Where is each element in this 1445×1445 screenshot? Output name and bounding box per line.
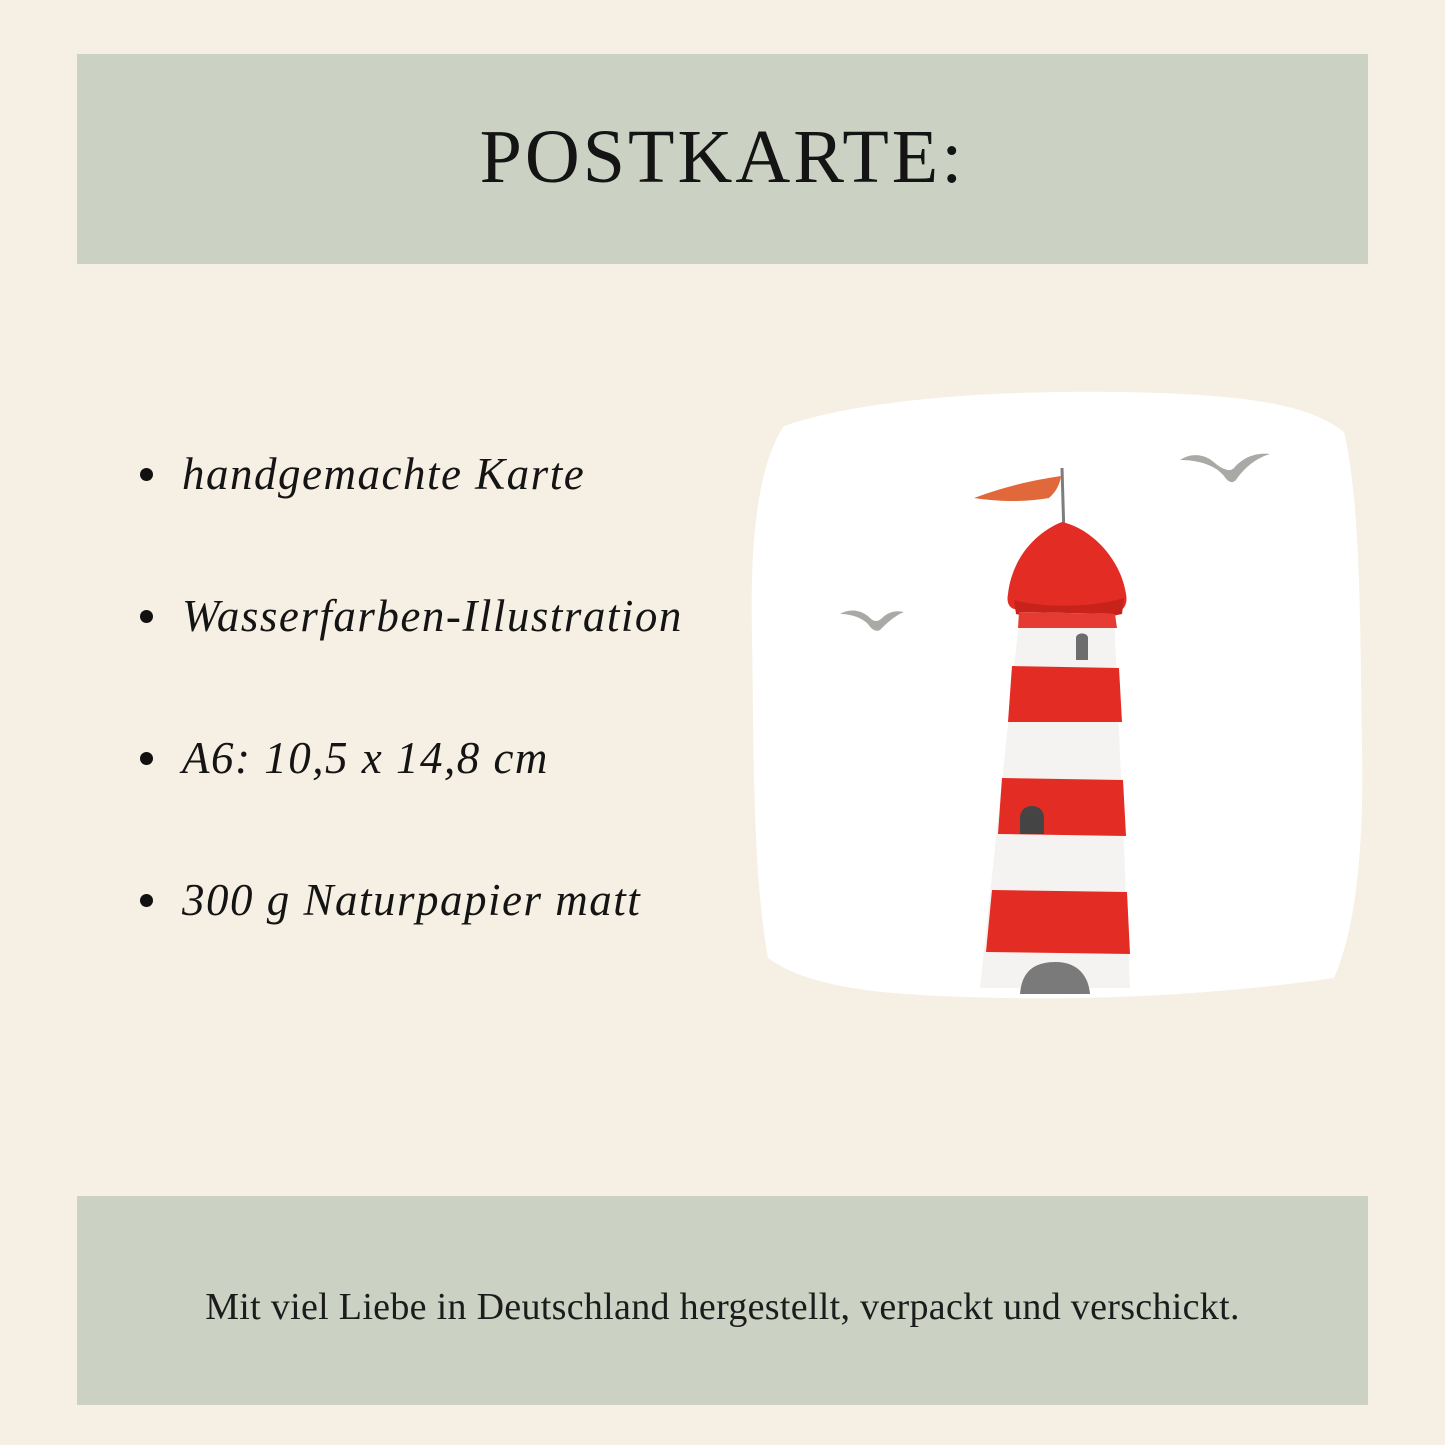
title-banner	[77, 54, 1368, 264]
footer-text: Mit viel Liebe in Deutschland hergestellt, verpackt und verschickt.	[205, 1285, 1240, 1328]
feature-list	[140, 432, 683, 1000]
lighthouse-illustration	[744, 388, 1366, 1000]
window-icon	[1076, 634, 1088, 661]
bullet-icon	[140, 610, 153, 623]
feature-label: Wasserfarben-Illustration	[182, 591, 683, 641]
page-title: POSTKARTE:	[479, 114, 966, 199]
bullet-icon	[140, 752, 153, 765]
bullet-icon	[140, 894, 153, 907]
footer-banner	[77, 1196, 1368, 1405]
tower-stripe	[986, 890, 1130, 954]
tower-stripe	[998, 778, 1126, 836]
feature-label: 300 g Naturpapier matt	[182, 875, 642, 925]
tower-stripe	[1008, 666, 1122, 722]
feature-label: A6: 10,5 x 14,8 cm	[182, 733, 549, 783]
tower-stripe	[1018, 612, 1117, 628]
lighthouse-icon	[744, 388, 1366, 1000]
list-item	[140, 432, 683, 574]
feature-label: handgemachte Karte	[182, 449, 586, 499]
window-icon	[1020, 806, 1044, 834]
list-item	[140, 858, 683, 1000]
list-item	[140, 574, 683, 716]
list-item	[140, 716, 683, 858]
bullet-icon	[140, 468, 153, 481]
